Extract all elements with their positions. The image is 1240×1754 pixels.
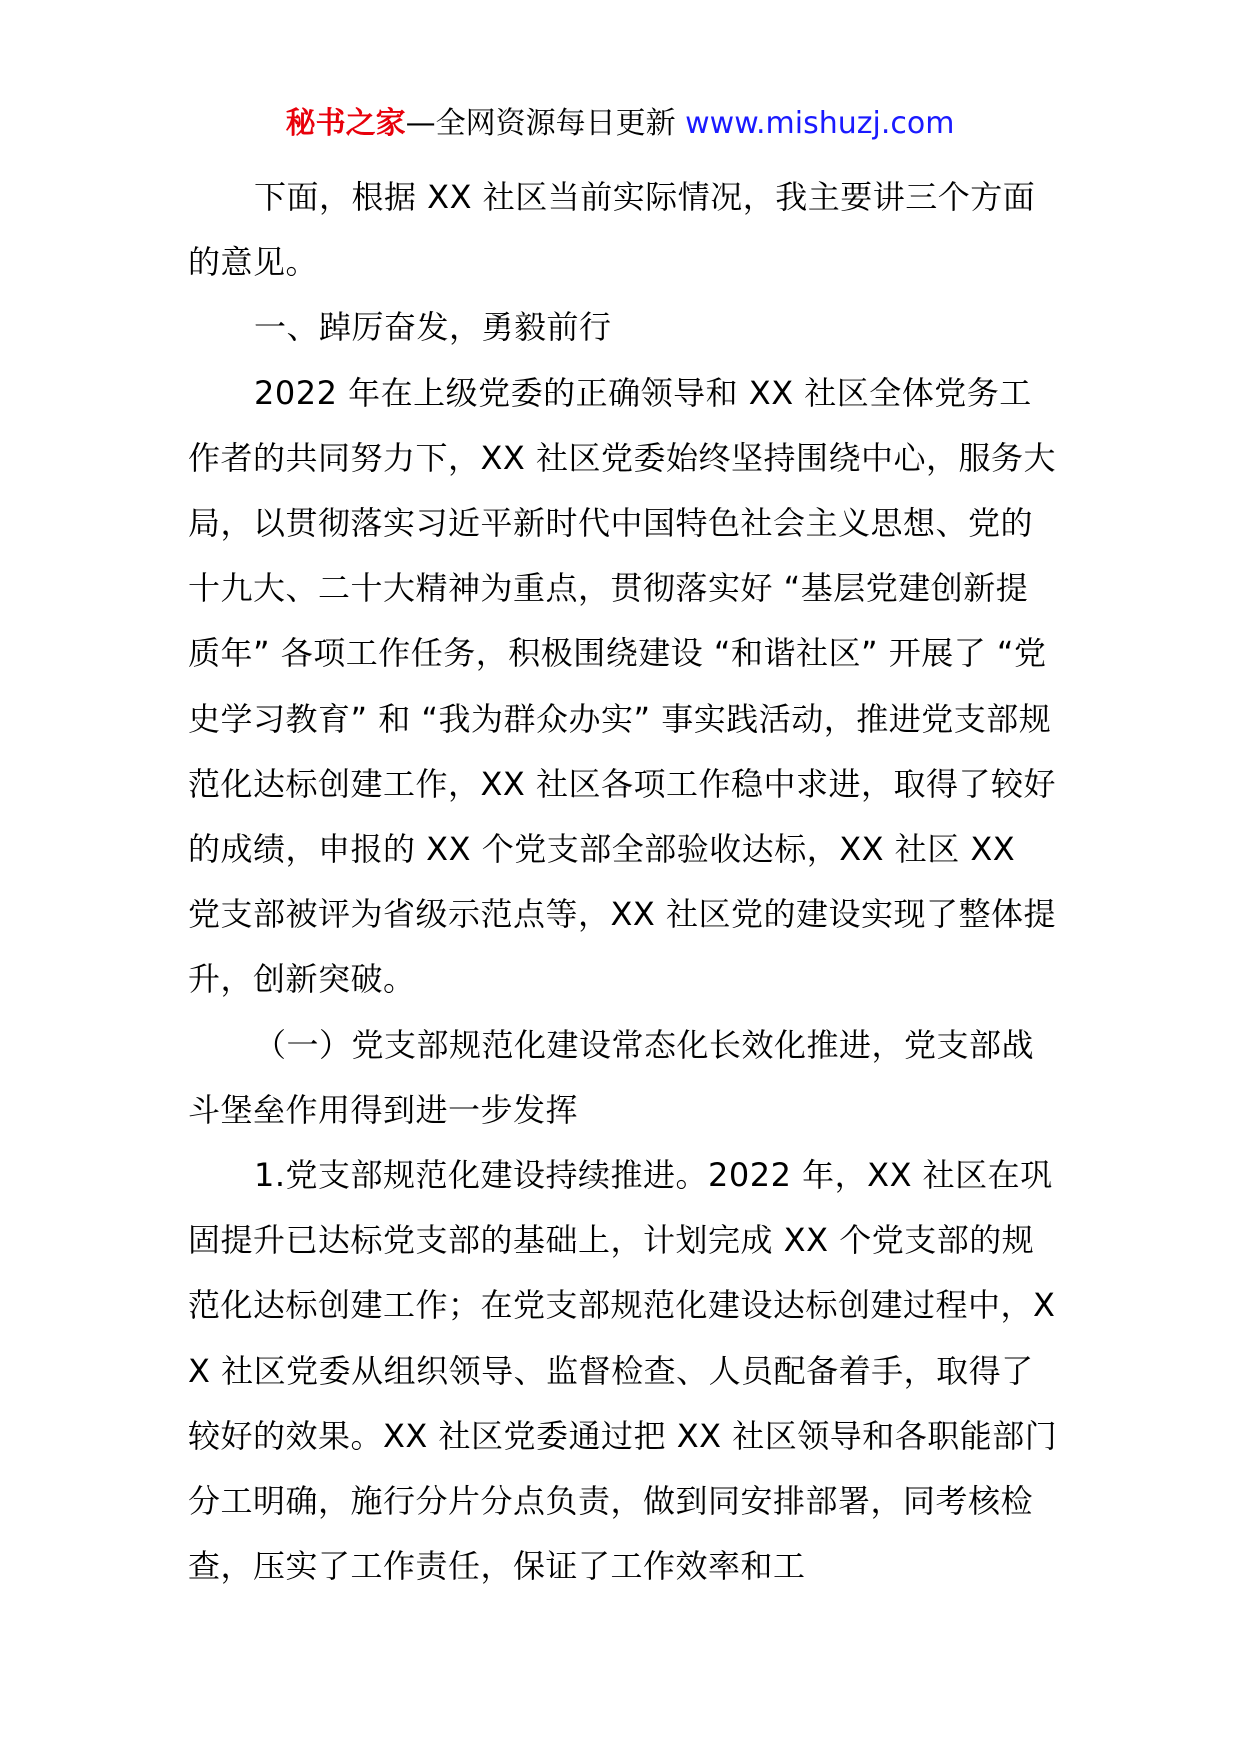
site-url-link[interactable]: www.mishuzj.com [685,106,955,141]
intro-paragraph: 下面，根据 XX 社区当前实际情况，我主要讲三个方面的意见。 [188,178,1036,282]
header-tagline: —全网资源每日更新 [405,106,676,141]
body-paragraph: 1.党支部规范化建设持续推进。2022 年，XX 社区在巩固提升已达标党支部的基础上，计划完成 XX 个党支部的规范化达标创建工作；在党支部规范化建设达标创建过程中，XX 社区党委从组织领导、监督检查、人员配备着手，取得了较好的效果。XX 社区党委通过把 XX 社区领导和各职能部门分工明确，施行分片分点负责，做到同安排部署，同考核检查，压实了工作责任，保证了工作效率和工 [188,1156,1058,1586]
body-paragraph: 2022 年在上级党委的正确领导和 XX 社区全体党务工作者的共同努力下，XX 社区党委始终坚持围绕中心，服务大局，以贯彻落实习近平新时代中国特色社会主义思想、党的十九大、二十大精神为重点，贯彻落实好 “基层党建创新提质年” 各项工作任务，积极围绕建设 “和谐社区” 开展了 “党史学习教育” 和 “我为群众办实” 事实践活动，推进党支部规范化达标创建工作，XX 社区各项工作稳中求进，取得了较好的成绩，申报的 XX 个党支部全部验收达标，XX 社区 XX 党支部被评为省级示范点等，XX 社区党的建设实现了整体提升，创新突破。 [188,373,1057,999]
site-header [0,104,1240,144]
section-heading: 一、踔厉奋发，勇毅前行 [254,308,612,347]
brand-name: 秘书之家 [285,106,406,141]
document-body [188,165,1058,1599]
subsection-heading: （一）党支部规范化建设常态化长效化推进，党支部战斗堡垒作用得到进一步发挥 [188,1025,1035,1129]
